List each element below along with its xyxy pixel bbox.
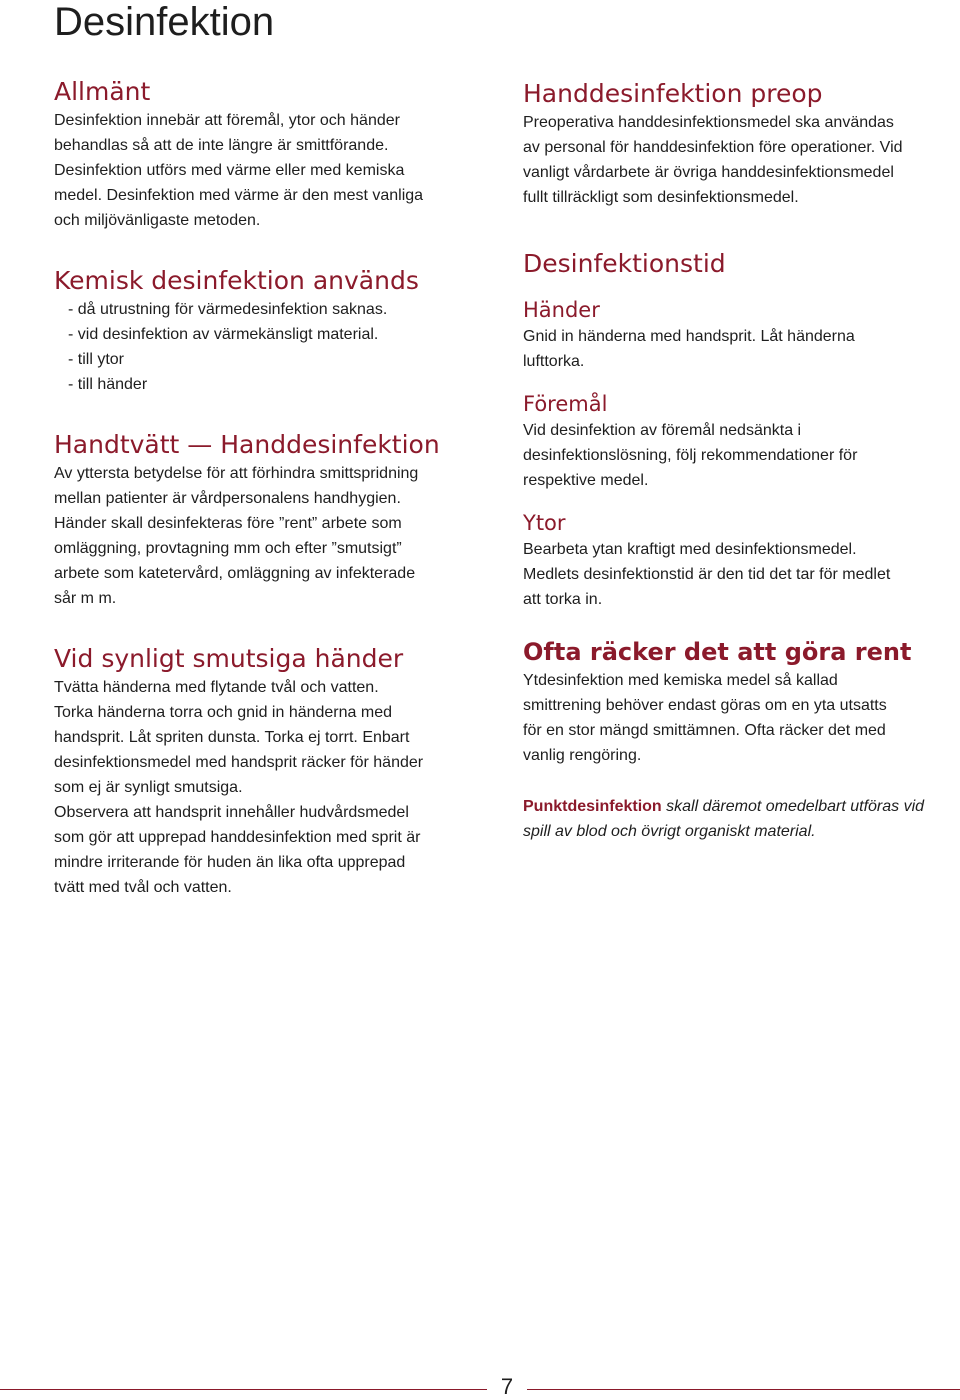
list-item: - då utrustning för värmedesinfektion saknas. [68, 301, 388, 318]
text-line: Preoperativa handdesinfektionsmedel ska användas [523, 114, 894, 131]
text-line [523, 794, 960, 819]
list-item: - till händer [68, 376, 148, 393]
text-ofta-racker [523, 668, 960, 768]
list-item: - vid desinfektion av värmekänsligt material. [68, 326, 379, 343]
text-preop [523, 110, 960, 210]
text-line: smittrening behöver endast göras om en yta utsatts [523, 697, 887, 714]
text-line: behandlas så att de inte längre är smittförande. [54, 137, 389, 154]
section-handtvatt [54, 429, 494, 611]
section-hander [523, 296, 960, 374]
text-line: handsprit. Låt spriten dunsta. Torka ej torrt. Enbart [54, 729, 410, 746]
text-line: desinfektionsmedel med handsprit räcker för händer [54, 754, 424, 771]
text-punktdesinfektion [523, 794, 960, 844]
punktdesinfektion-term: Punktdesinfektion [523, 798, 662, 815]
text-line: för en stor mängd smittämnen. Ofta räcker det med [523, 722, 886, 739]
heading-ytor: Ytor [523, 511, 566, 535]
text-line: medel. Desinfektion med värme är den mest vanliga [54, 187, 424, 204]
text-foremal [523, 418, 960, 493]
text-line: Vid desinfektion av föremål nedsänkta i [523, 422, 802, 439]
text-line: vanlig rengöring. [523, 747, 642, 764]
right-column [523, 78, 960, 844]
list-item: - till ytor [68, 351, 124, 368]
text-line: som ej är synligt smutsiga. [54, 779, 243, 796]
punktdesinfektion-text: skall däremot omedelbart utföras vid [666, 798, 925, 815]
page-number: 7 [487, 1374, 527, 1400]
text-ytor [523, 537, 960, 612]
text-line: Av yttersta betydelse för att förhindra smittspridning [54, 465, 419, 482]
section-preop [523, 78, 960, 210]
text-line: Händer skall desinfekteras före ”rent” arbete som [54, 515, 402, 532]
section-punktdesinfektion [523, 794, 960, 844]
text-line: av personal för handdesinfektion före operationer. Vid [523, 139, 903, 156]
text-handtvatt [54, 461, 494, 611]
text-line: Ytdesinfektion med kemiska medel så kallad [523, 672, 838, 689]
heading-preop: Handdesinfektion preop [523, 79, 823, 108]
text-line: Torka händerna torra och gnid in händerna med [54, 704, 392, 721]
section-ytor [523, 509, 960, 612]
text-line: Bearbeta ytan kraftigt med desinfektionsmedel. [523, 541, 857, 558]
section-synligt-smutsiga [54, 643, 494, 900]
section-kemisk [54, 265, 494, 397]
text-hander [523, 324, 960, 374]
heading-synligt-smutsiga: Vid synligt smutsiga händer [54, 644, 404, 673]
text-line: Observera att handsprit innehåller hudvårdsmedel [54, 804, 409, 821]
text-line: mindre irriterande för huden än lika ofta upprepad [54, 854, 406, 871]
text-line: fullt tillräckligt som desinfektionsmedel. [523, 189, 799, 206]
text-line: som gör att upprepad handdesinfektion med sprit är [54, 829, 421, 846]
text-line: spill av blod och övrigt organiskt material. [523, 823, 816, 840]
section-ofta-racker [523, 636, 960, 768]
text-line: vanligt vårdarbete är övriga handdesinfektionsmedel [523, 164, 894, 181]
footer-rule [0, 1389, 960, 1390]
text-line: sår m m. [54, 590, 117, 607]
text-line: respektive medel. [523, 472, 649, 489]
text-line: omläggning, provtagning mm och efter ”smutsigt” [54, 540, 402, 557]
heading-handtvatt: Handtvätt — Handdesinfektion [54, 430, 440, 459]
heading-foremal: Föremål [523, 392, 608, 416]
text-line: desinfektionslösning, följ rekommendationer för [523, 447, 858, 464]
text-line: Tvätta händerna med flytande tvål och vatten. [54, 679, 379, 696]
heading-kemisk: Kemisk desinfektion används [54, 266, 419, 295]
page-title: Desinfektion [54, 0, 275, 44]
text-line: tvätt med tvål och vatten. [54, 879, 232, 896]
text-line: Desinfektion utförs med värme eller med kemiska [54, 162, 405, 179]
text-line: lufttorka. [523, 353, 585, 370]
list-kemisk [54, 297, 494, 397]
section-desinfektionstid [523, 248, 960, 280]
heading-allmant: Allmänt [54, 77, 151, 106]
text-line: mellan patienter är vårdpersonalens handhygien. [54, 490, 401, 507]
text-line: arbete som katetervård, omläggning av infekterade [54, 565, 416, 582]
left-column [54, 76, 494, 900]
text-line: att torka in. [523, 591, 603, 608]
text-line: Desinfektion innebär att föremål, ytor och händer [54, 112, 400, 129]
text-allmant [54, 108, 494, 233]
heading-desinfektionstid: Desinfektionstid [523, 249, 726, 278]
text-line: Medlets desinfektionstid är den tid det tar för medlet [523, 566, 891, 583]
section-foremal [523, 390, 960, 493]
section-allmant [54, 76, 494, 233]
heading-ofta-racker: Ofta räcker det att göra rent [523, 638, 912, 666]
heading-hander: Händer [523, 298, 600, 322]
text-synligt-smutsiga [54, 675, 494, 900]
text-line: och miljövänligaste metoden. [54, 212, 261, 229]
text-line: Gnid in händerna med handsprit. Låt händerna [523, 328, 855, 345]
